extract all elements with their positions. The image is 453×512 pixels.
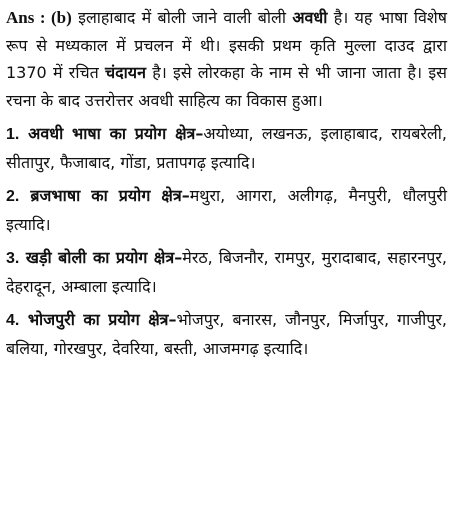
list-item-text: मेरठ, बिजनौर, रामपुर, मुरादाबाद, सहारनपुर, देहरादून, अम्बाला इत्यादि।	[6, 248, 447, 296]
answer-text-part-3: है। इसे लोरकहा के नाम से भी जाना जाता है। इस रचना के बाद उत्तरोत्तर अवधी साहित्य का विकास हुआ।	[6, 63, 447, 110]
list-item-text: मथुरा, आगरा, अलीगढ़, मैनपुरी, धौलपुरी इत्यादि।	[6, 186, 447, 234]
list-item-number: 4.	[6, 312, 20, 329]
list-item-number: 2.	[6, 188, 20, 205]
list-item	[6, 120, 447, 176]
list-item-text: अयोध्या, लखनऊ, इलाहाबाद, रायबरेली, सीतापुर, फैजाबाद, गोंडा, प्रतापगढ़ इत्यादि।	[6, 124, 447, 172]
answer-paragraph	[6, 4, 447, 114]
list-item	[6, 244, 447, 300]
answer-bold-term-2: चंदायन	[105, 63, 146, 82]
list-item-number: 1.	[6, 126, 20, 143]
answer-label: Ans : (b)	[6, 8, 72, 27]
list-item-heading: अवधी भाषा का प्रयोग क्षेत्र–	[28, 124, 204, 143]
answer-text-part-2: है। यह भाषा विशेष रूप से मध्यकाल में प्रचलन में थी। इसकी प्रथम कृति मुल्ला दाउद द्वारा 1370 में रचित	[6, 8, 447, 82]
answer-bold-term-1: अवधी	[292, 8, 328, 27]
answer-text-part-1: इलाहाबाद में बोली जाने वाली बोली	[71, 8, 293, 27]
list-item-number: 3.	[6, 250, 20, 267]
list-item-heading: भोजपुरी का प्रयोग क्षेत्र–	[27, 310, 177, 329]
list-item-text: भोजपुर, बनारस, जौनपुर, मिर्जापुर, गाजीपुर, बलिया, गोरखपुर, देवरिया, बस्ती, आजमगढ़ इत्यादि।	[6, 310, 447, 358]
list-item-heading: ब्रजभाषा का प्रयोग क्षेत्र–	[30, 186, 190, 205]
list-item	[6, 306, 447, 362]
list-item-heading: खड़ी बोली का प्रयोग क्षेत्र–	[25, 248, 183, 267]
list-item	[6, 182, 447, 238]
